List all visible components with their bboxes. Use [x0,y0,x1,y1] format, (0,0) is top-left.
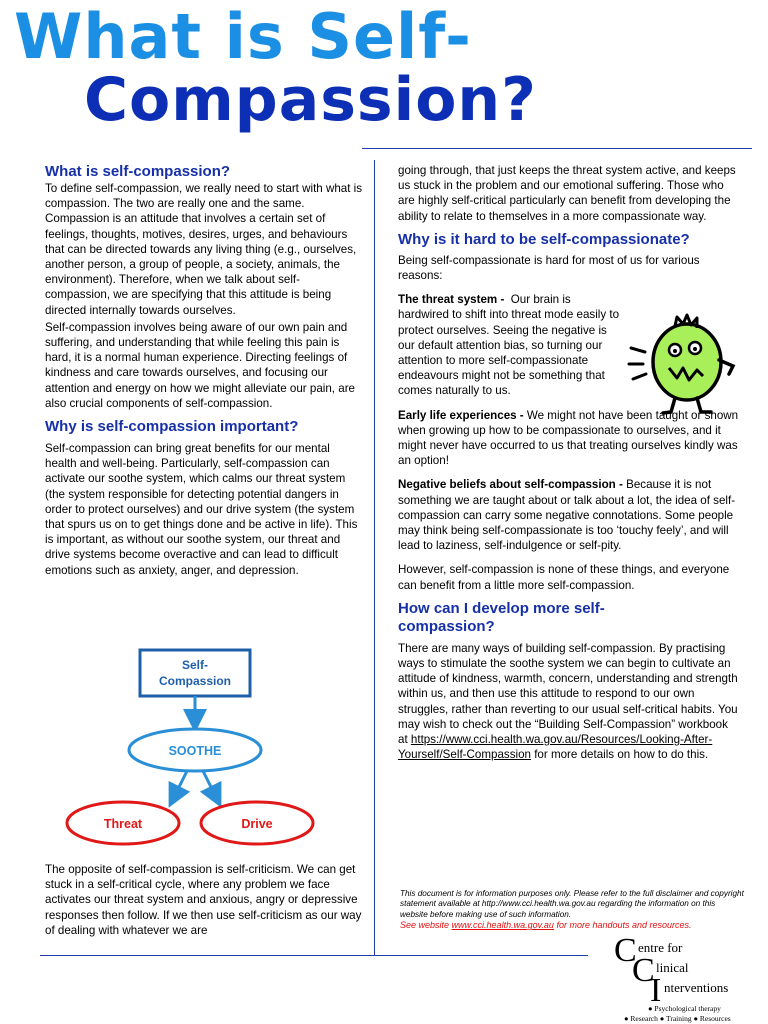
anxious-character-illustration [625,312,745,420]
logo-letter-c1: C [614,932,637,969]
cci-logo [614,934,764,1024]
logo-letter-i: I [650,972,662,1009]
heading-how-develop: How can I develop more self-compassion? [398,599,605,635]
para-going-through: going through, that just keeps the threat system active, and keeps us stuck in the problem and our emotional suffering. Those who are highly self-critical particularly can benefit from developing the ability to relate to themselves in a more compassionate way. [398,164,736,223]
arrow-to-threat [174,771,187,797]
para-define: To define self-compassion, we really need to start with what is compassion. The two are really one and the same. Compassion is an attitude that involves a certain set of feelings, thoughts, motives, desires, urges, and behaviours that can be directed towards any living thing (e.g., ourselves, another person, a group of people, a society, animals, the environment). Therefore, when we talk about self-compassion, we are specifying that this attitude is being directed internally towards ourselves. [45,182,363,317]
soothe-label: SOOTHE [168,744,222,758]
para-ways [398,641,740,763]
website-link[interactable]: www.cci.health.wa.gov.au [451,920,554,931]
para-however: However, self-compassion is none of these things, and everyone can benefit from a little more self-compassion. [398,563,730,592]
threat-label: Threat [103,817,143,831]
para-involves: Self-compassion involves being aware of our own pain and suffering, and understanding that while feeling this pain is hard, it is a normal human experience. Directing feelings of kindness and care towards ourselves, and focusing our attention and energy on how we might alleviate our pain, are also crucial components of self-compassion. [45,320,356,410]
label-threat-system: The threat system - [398,293,505,307]
logo-tagline-2: ● Research ● Training ● Resources [624,1014,731,1023]
character-head [653,324,721,400]
character-pupil-right [693,347,697,351]
para-negative-beliefs [398,477,740,553]
arrow-to-drive [203,771,216,797]
see-website-line [400,920,745,930]
text-negative-beliefs: Because it is not something we are taught about or talk about a lot, the idea of self-compassion can carry some negative connotations. Some people may think being self-compassionate is too ‘touchy feely’, and will lead to laziness, self-indulgence or self-pity. [398,478,736,553]
left-bottom-text [45,862,365,938]
title-line-1: What is Self- [14,0,472,73]
text-early-life: We might not have been taught or shown when growing up how to be compassionate to ourselves, and it might never have occurred to us that treating ourselves kindly was an option! [398,408,739,468]
bottom-rule [40,955,588,956]
right-column [398,163,740,763]
logo-word-centre: entre for [638,940,683,955]
title-rule [362,148,752,149]
motion-line-3 [633,374,646,379]
column-divider [374,160,375,955]
para-hard-reasons: Being self-compassionate is hard for most of us for various reasons: [398,253,700,283]
box-label-1: Self- [181,658,209,672]
para-threat-system [398,292,623,398]
page-title [14,0,537,135]
character-leg-left [663,398,675,413]
para-benefits: Self-compassion can bring great benefits for our mental health and well-being. Particularly, self-compassion can activate our soothe system, which calms our threat system (the system responsible for detecting potential dangers in order to protect ourselves) and our drive system (the system that spurs us on to get things done and be active in life). This is important, as without our soothe system, our threat and drive systems become overactive and can lead to difficult emotions such as anxiety, anger, and depression. [45,442,358,577]
box-label-2: Compassion [158,674,232,688]
left-column [45,163,363,578]
text-threat-system: Our brain is hardwired to shift into threat mode easily to protect ourselves. Seeing the negative is our default attention bias, so turning our attention to more self-compassionate endeavours might not be something that comes naturally to us. [398,293,620,398]
disclaimer [400,889,745,931]
see-website-label: See website [400,920,450,931]
text-more-details: for more details on how to do this. [534,748,709,762]
para-opposite: The opposite of self-compassion is self-criticism. We can get stuck in a self-critical cycle, where any problem we face activates our threat system and anxious, angry or depressive responses then follow. If we then use self-criticism as our way of dealing with whatever we are [45,863,362,937]
character-pupil-left [673,349,677,353]
heading-what-is: What is self-compassion? [45,163,231,180]
logo-tagline-1: ● Psychological therapy [648,1004,721,1013]
see-website-rest: for more handouts and resources. [556,920,692,931]
logo-word-clinical: linical [656,960,689,975]
drive-label: Drive [241,817,273,831]
systems-diagram [60,645,360,855]
logo-letter-c2: C [632,952,655,989]
self-compassion-box [140,650,250,696]
label-negative-beliefs: Negative beliefs about self-compassion - [398,478,623,492]
label-early-life: Early life experiences - [398,408,524,422]
motion-line-1 [631,348,645,352]
title-line-2: Compassion? [84,65,537,135]
heading-why-important: Why is self-compassion important? [45,418,299,436]
text-ways: There are many ways of building self-compassion. By practising ways to stimulate the soothe system we can begin to cultivate an attitude of kindness, warmth, concern, understanding and strength within us, and then use this attitude to respond to our own struggles, rather than reverting to our usual self-critical habits. You may wish to check out the “Building Self-Compassion” workbook at [398,641,738,747]
heading-why-hard: Why is it hard to be self-compassionate? [398,230,690,248]
character-leg-right [697,398,711,412]
disclaimer-text: This document is for information purposes only. Please refer to the full disclaimer and copyright statement available at http://www.cci.health.wa.gov.au regarding the information on this website before making use of such information. [400,889,744,919]
workbook-link[interactable]: https://www.cci.health.wa.gov.au/Resources/Looking-After-Yourself/Self-Compassion [398,733,713,762]
logo-word-interventions: nterventions [664,980,729,995]
